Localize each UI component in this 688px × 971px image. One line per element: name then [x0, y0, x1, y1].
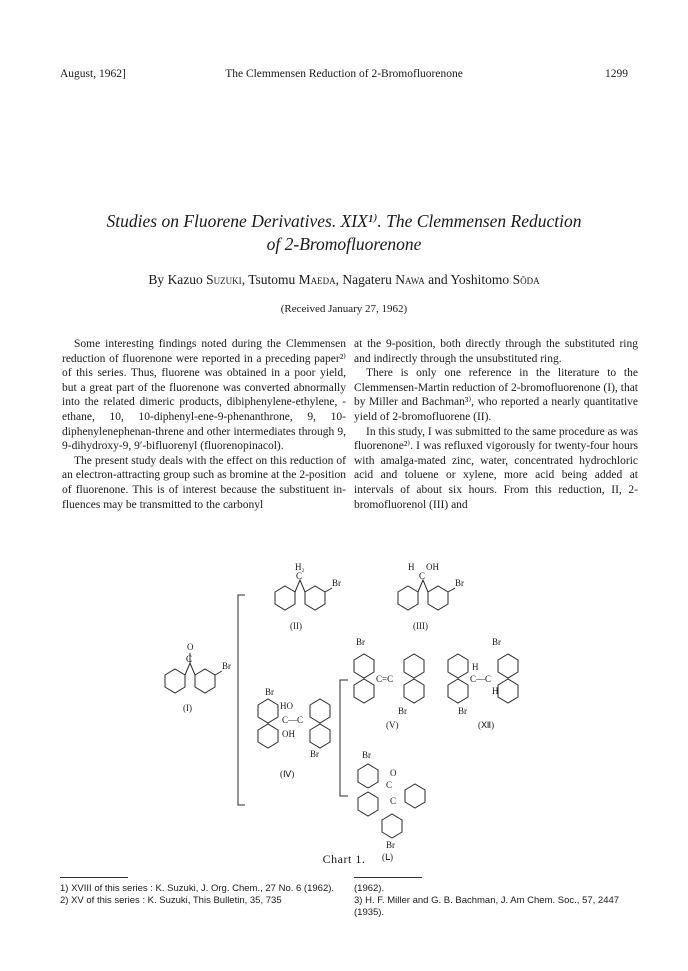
- chart-atom-label: Br: [362, 750, 371, 760]
- chart-bond-line: [398, 586, 418, 610]
- chart-bond-line: [310, 724, 330, 748]
- chart-atom-label: C—C: [470, 674, 492, 684]
- chart-atom-label: C: [390, 796, 397, 806]
- chart-bond-line: [310, 699, 330, 723]
- running-header-date: August, 1962]: [60, 68, 126, 80]
- chart-atom-label: (Ⅻ): [478, 720, 495, 730]
- chart-atom-label: Br: [222, 661, 231, 671]
- chart-atom-label: C—C: [282, 715, 304, 725]
- author-line: By Kazuo Suzuki, Tsutomu Maeda, Nagateru Nawa and Yoshitomo Sōda: [148, 272, 540, 287]
- chart-bond-line: [258, 699, 278, 723]
- body-column-left: [62, 337, 346, 512]
- chart-bond-line: [498, 679, 518, 703]
- chart-atom-label: Br: [458, 706, 467, 716]
- structure-II: [275, 562, 341, 631]
- running-header-title: The Clemmensen Reduction of 2-Bromofluorenone: [225, 68, 463, 80]
- paragraph: The present study deals with the effect on this reduction of an electron-attracting group such as bromine at the 2-position of fluorenone. This is of interest because the substituent in-fluences may be transmitted to the carbonyl: [62, 454, 346, 511]
- chart-bond-line: [215, 671, 222, 675]
- structure-VII: [358, 750, 425, 850]
- chart-atom-label: H₂: [295, 562, 305, 572]
- chart-bond-line: [325, 588, 332, 592]
- chart-bond-line: [448, 679, 468, 703]
- chart-atom-label: (III): [413, 621, 428, 631]
- footnote-2: 2) XV of this series : K. Suzuki, This Bulletin, 35, 735: [60, 895, 282, 906]
- page-number: 1299: [605, 68, 628, 80]
- chart-atom-label: C: [386, 780, 393, 790]
- chart-bond-line: [358, 764, 378, 788]
- chart-atom-label: C: [419, 571, 426, 581]
- body-column-right: [354, 337, 638, 512]
- chart-atom-label: (V): [386, 720, 399, 730]
- chart-bond-line: [185, 663, 195, 675]
- chart-bond-line: [258, 724, 278, 748]
- chart-atom-label: C=C: [376, 674, 394, 684]
- chart-bond-line: [358, 792, 378, 816]
- structure-V: [354, 637, 424, 730]
- chart-atom-label: HO: [280, 701, 293, 711]
- chart-atom-label: Br: [332, 578, 341, 588]
- chart-bond-line: [195, 669, 215, 693]
- article-title-line2: of 2-Bromofluorenone: [266, 234, 422, 254]
- chart-atom-label: Br: [492, 637, 501, 647]
- structure-IV: [258, 687, 330, 779]
- paragraph: Some interesting findings noted during the Clemmensen reduction of fluorenone were reported in a preceding paper²⁾ of this series. Thus, fluorene was obtained in a poor yield, but a great part of the fluorenone was converted abnormally into the related dimeric products, dibiphenylene-ethylene, -ethane, 10, 10-diphenyl-ene-9-phenanthrone, 9, 10-diphenylenephenan-threne and other intermediates through 9, 9-dihydroxy-9, 9′-bifluorenyl (fluorenopinacol).: [62, 338, 346, 453]
- chart-atom-label: O: [187, 642, 194, 652]
- footnote-2-continued: (1962).: [354, 883, 385, 894]
- chart-atom-label: O: [390, 768, 397, 778]
- chart-bond-line: [498, 654, 518, 678]
- footnote-1: 1) XVIII of this series : K. Suzuki, J. Org. Chem., 27 No. 6 (1962).: [60, 883, 335, 894]
- chart-bond-line: [448, 588, 455, 592]
- structure-III: [398, 562, 464, 631]
- chart-bond-line: [418, 580, 428, 592]
- chart-atom-label: OH: [426, 562, 439, 572]
- chart-bond-line: [448, 654, 468, 678]
- chart-caption: Chart 1.: [322, 852, 366, 866]
- structure-I: [165, 642, 231, 713]
- chart-atom-label: Br: [455, 578, 464, 588]
- chart-atom-label: (II): [290, 621, 302, 631]
- footnote-rule: [60, 877, 128, 878]
- chart-atom-label: H: [472, 662, 479, 672]
- chart-bond-line: [275, 586, 295, 610]
- chart-bond-line: [428, 586, 448, 610]
- structure-VI: [448, 637, 518, 730]
- article-title-line1: Studies on Fluorene Derivatives. XIX¹⁾. The Clemmensen Reduction: [106, 211, 582, 231]
- paragraph: at the 9-position, both directly through the substituted ring and indirectly through the unsubstituted ring.: [354, 338, 638, 365]
- chart-bond-line: [404, 679, 424, 703]
- chart-atom-label: Br: [386, 840, 395, 850]
- chart-bond-line: [404, 654, 424, 678]
- chart-atom-label: H: [492, 686, 499, 696]
- label-VII: (Ⅼ): [382, 852, 394, 862]
- chart-bond-line: [354, 654, 374, 678]
- chart-bond-line: [295, 580, 305, 592]
- chart-atom-label: H: [408, 562, 415, 572]
- chart-atom-label: OH: [282, 729, 295, 739]
- received-date: (Received January 27, 1962): [280, 303, 408, 315]
- chart-atom-label: C: [296, 571, 303, 581]
- chart-atom-label: Br: [398, 706, 407, 716]
- footnotes-left: [60, 883, 342, 907]
- chart-bond-line: [405, 784, 425, 808]
- paragraph: There is only one reference in the literature to the Clemmensen-Martin reduction of 2-bromofluorenone (I), that by Miller and Bachman³⁾, who reported a nearly quantitative yield of 2-bromofluorene (II).: [354, 367, 638, 423]
- footnotes-right: [354, 883, 636, 919]
- chart-atom-label: C: [186, 654, 193, 664]
- bracket-main: [238, 595, 245, 805]
- chart-bond-line: [382, 814, 402, 838]
- chart-atom-label: Br: [356, 637, 365, 647]
- bracket-secondary: [340, 680, 348, 796]
- chart-atom-label: (I): [183, 703, 192, 713]
- paragraph: In this study, I was submitted to the same procedure as was fluorenone²⁾. I was refluxed vigorously for twenty-four hours with amalga-mated zinc, water, concentrated hydrochloric acid and toluene or xylene, more acid being added at intervals of about six hours. From this reduction, II, 2-bromofluorenol (III) and: [354, 425, 639, 511]
- chart-bond-line: [354, 679, 374, 703]
- chart-atom-label: (Ⅳ): [280, 769, 295, 779]
- footnote-rule: [354, 877, 422, 878]
- chart-atom-label: Br: [265, 687, 274, 697]
- chart-atom-label: Br: [310, 749, 319, 759]
- footnote-3: 3) H. F. Miller and G. B. Bachman, J. Am Chem. Soc., 57, 2447 (1935).: [354, 895, 620, 918]
- chart-bond-line: [165, 669, 185, 693]
- chart-bond-line: [305, 586, 325, 610]
